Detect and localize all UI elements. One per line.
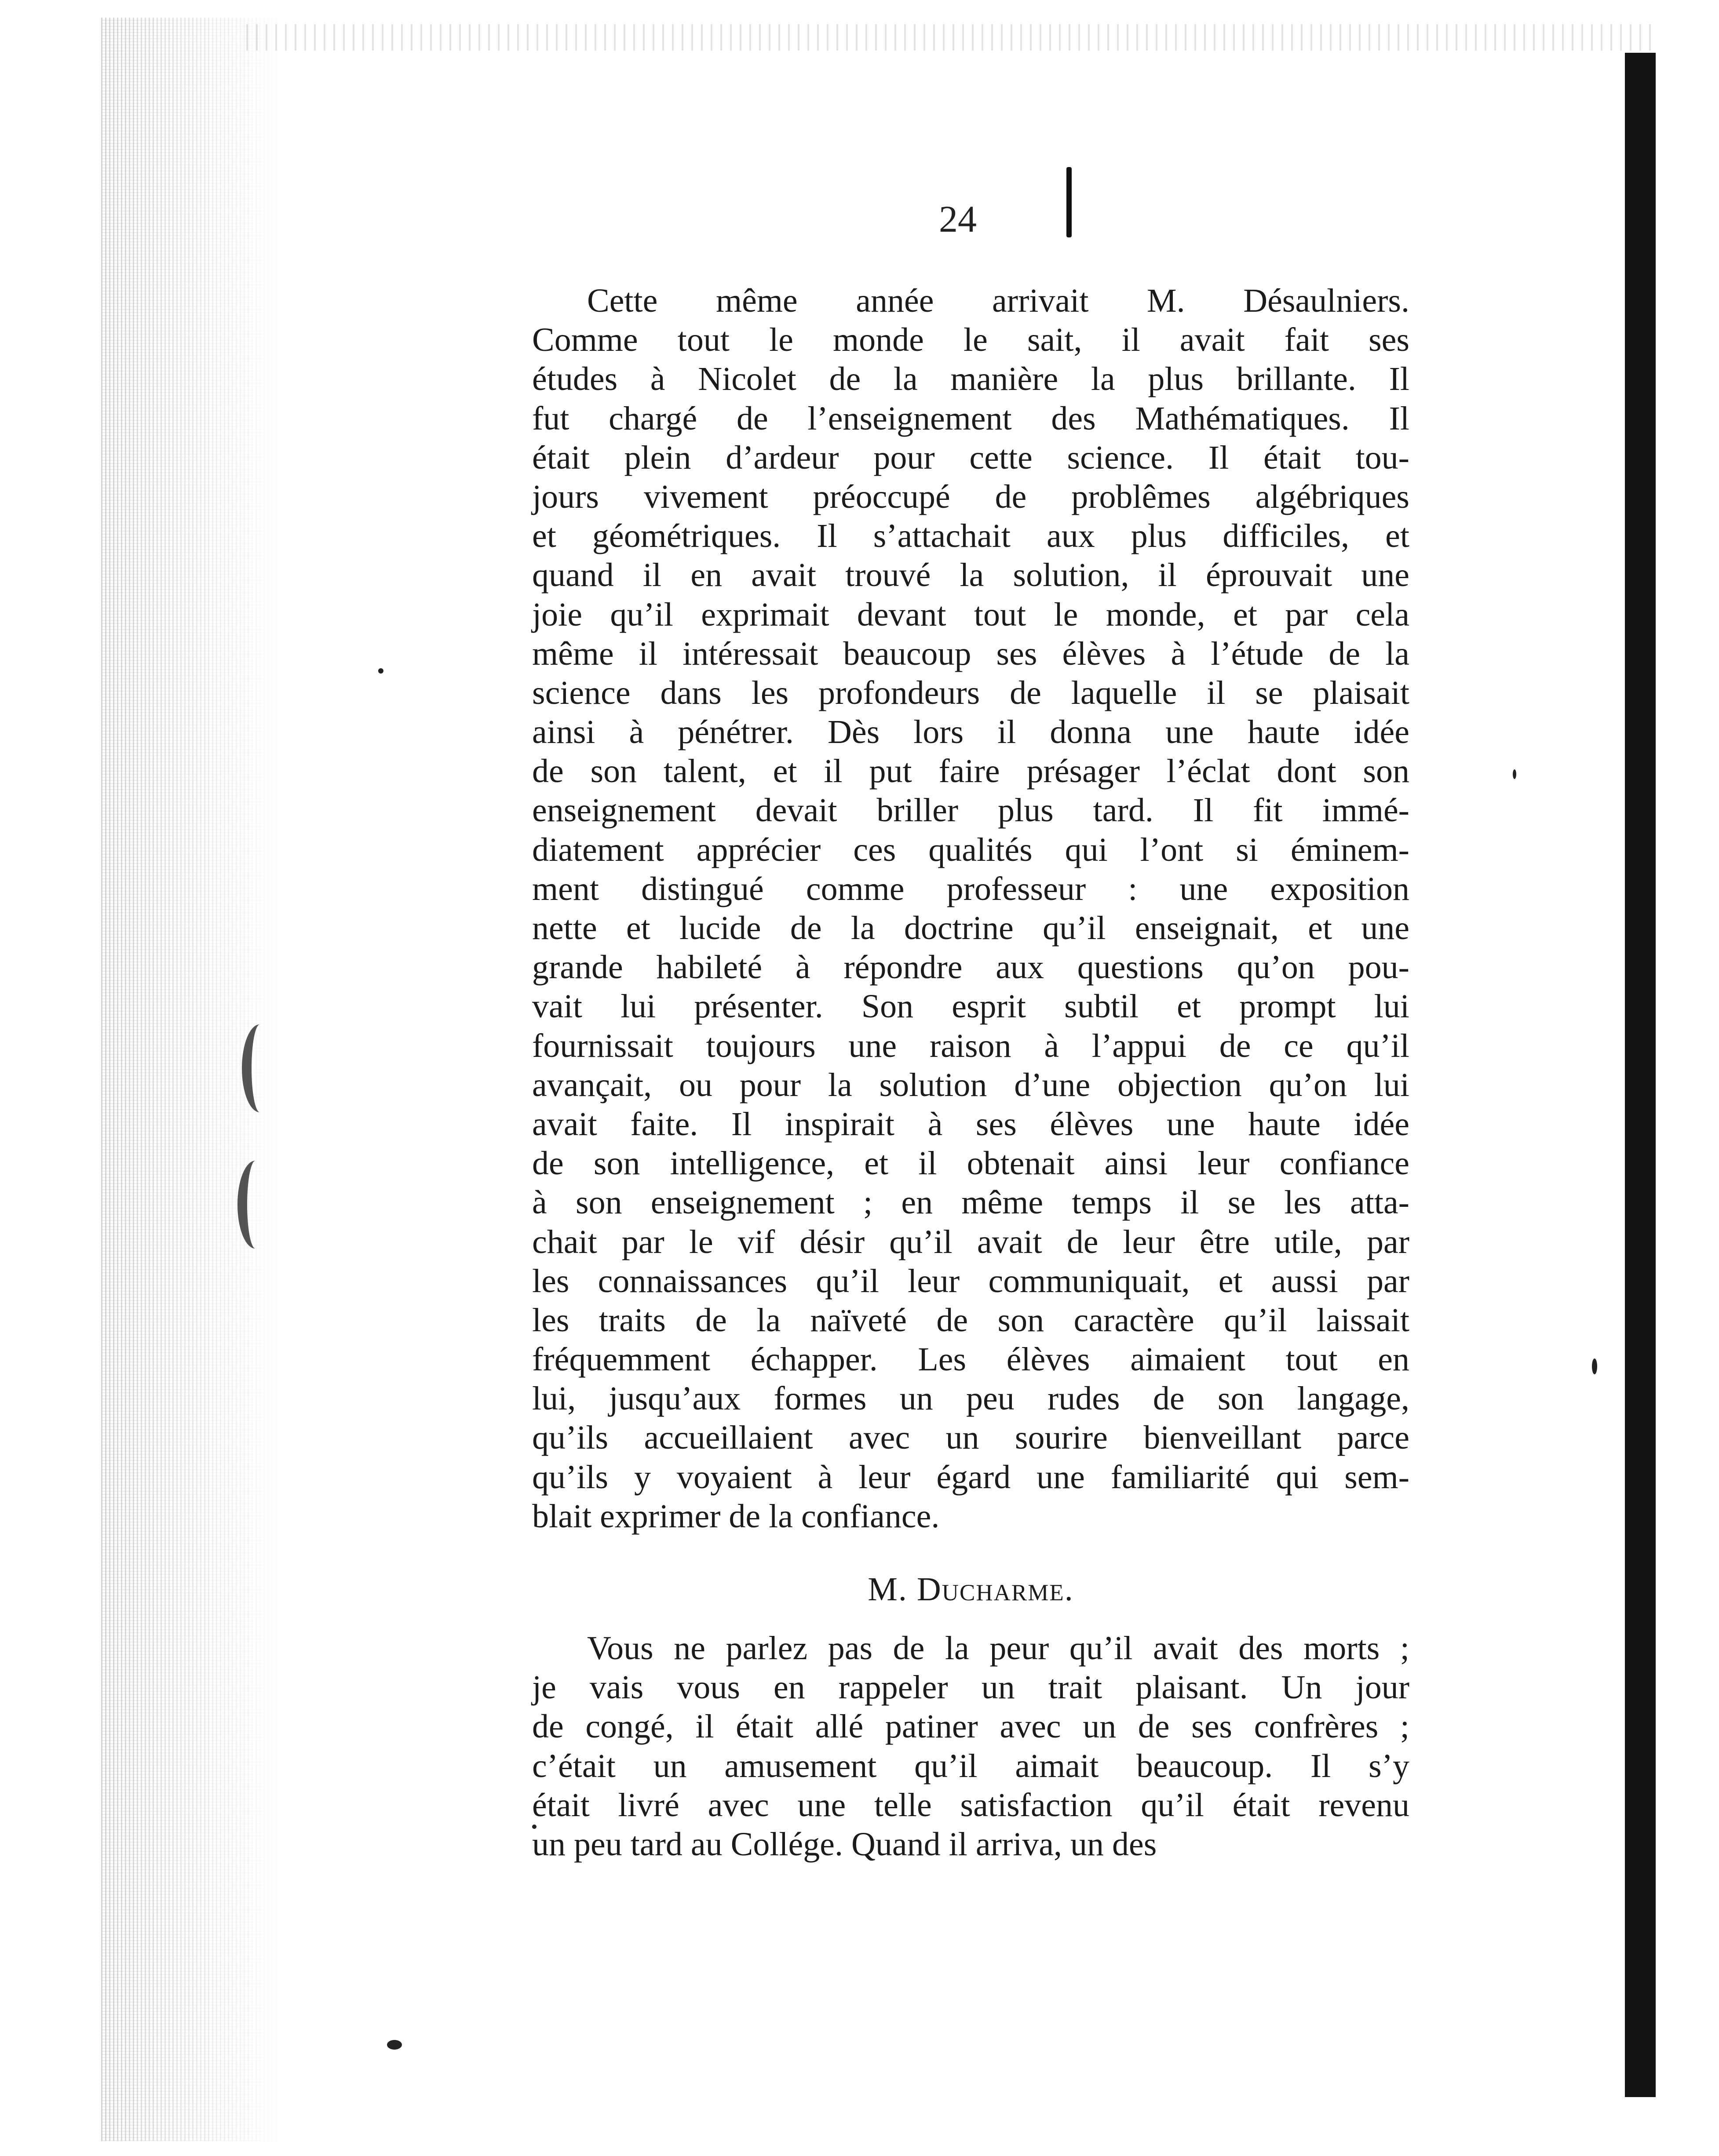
scan-speck bbox=[387, 2040, 402, 2050]
text-line: un peu tard au Collége. Quand il arriva, un des bbox=[532, 1825, 1157, 1863]
page-margin-mark bbox=[1066, 167, 1072, 237]
text-line: qu’ils y voyaient à leur égard une familiarité qui sem- bbox=[532, 1458, 1409, 1496]
text-line: science dans les profondeurs de laquelle il se plaisait bbox=[532, 674, 1409, 711]
paragraph-desaulniers bbox=[532, 281, 1409, 1536]
text-line: fournissait toujours une raison à l’appui de ce qu’il bbox=[532, 1027, 1409, 1064]
text-line: quand il en avait trouvé la solution, il éprouvait une bbox=[532, 557, 1409, 594]
scan-edge-bar bbox=[1625, 53, 1656, 2097]
text-line: enseignement devait briller plus tard. Il fit immé- bbox=[532, 792, 1409, 829]
paragraph-ducharme bbox=[532, 1629, 1409, 1864]
text-line: lui, jusqu’aux formes un peu rudes de son langage, bbox=[532, 1380, 1409, 1417]
scan-speck bbox=[1592, 1358, 1597, 1374]
text-line: ment distingué comme professeur : une exposition bbox=[532, 870, 1409, 907]
text-line: chait par le vif désir qu’il avait de leur être utile, par bbox=[532, 1223, 1409, 1260]
text-line: joie qu’il exprimait devant tout le monde, et par cela bbox=[532, 596, 1409, 633]
text-line: était livré avec une telle satisfaction qu’il était revenu bbox=[532, 1786, 1409, 1824]
scan-artifact-crescent bbox=[237, 1161, 274, 1249]
scan-speck bbox=[1513, 769, 1516, 779]
text-line: fut chargé de l’enseignement des Mathématiques. Il bbox=[532, 400, 1409, 437]
text-line: les traits de la naïveté de son caractère qu’il laissait bbox=[532, 1301, 1409, 1339]
scan-artifact-crescent bbox=[242, 1024, 278, 1112]
text-line: Comme tout le monde le sait, il avait fait ses bbox=[532, 321, 1409, 359]
scan-speck bbox=[378, 668, 383, 674]
text-line: blait exprimer de la confiance. bbox=[532, 1497, 940, 1535]
text-line: à son enseignement ; en même temps il se les atta- bbox=[532, 1184, 1409, 1221]
text-line: études à Nicolet de la manière la plus brillante. Il bbox=[532, 361, 1409, 398]
text-line: c’était un amusement qu’il aimait beaucoup. Il s’y bbox=[532, 1747, 1409, 1785]
text-line: avançait, ou pour la solution d’une objection qu’on lui bbox=[532, 1066, 1409, 1103]
text-line: de congé, il était allé patiner avec un de ses confrères ; bbox=[532, 1708, 1409, 1745]
section-heading-ducharme: M. Ducharme. bbox=[868, 1571, 1074, 1608]
text-line: Cette même année arrivait M. Désaulniers. bbox=[587, 282, 1409, 319]
text-line: ainsi à pénétrer. Dès lors il donna une haute idée bbox=[532, 714, 1409, 751]
text-line: était plein d’ardeur pour cette science. Il était tou- bbox=[532, 439, 1409, 476]
text-line: nette et lucide de la doctrine qu’il enseignait, et une bbox=[532, 910, 1409, 947]
text-line: je vais vous en rappeler un trait plaisant. Un jour bbox=[532, 1669, 1409, 1706]
text-line: grande habileté à répondre aux questions qu’on pou- bbox=[532, 949, 1409, 986]
scan-top-noise bbox=[246, 24, 1653, 51]
text-line: de son intelligence, et il obtenait ainsi leur confiance bbox=[532, 1145, 1409, 1182]
text-line: même il intéressait beaucoup ses élèves à l’étude de la bbox=[532, 635, 1409, 672]
text-line: les connaissances qu’il leur communiquait, et aussi par bbox=[532, 1262, 1409, 1300]
text-line: avait faite. Il inspirait à ses élèves une haute idée bbox=[532, 1105, 1409, 1143]
text-line: de son talent, et il put faire présager l’éclat dont son bbox=[532, 753, 1409, 790]
text-line: qu’ils accueillaient avec un sourire bienveillant parce bbox=[532, 1419, 1409, 1457]
text-line: fréquemment échapper. Les élèves aimaient tout en bbox=[532, 1341, 1409, 1378]
text-line: jours vivement préoccupé de problêmes algébriques bbox=[532, 478, 1409, 515]
page-number: 24 bbox=[939, 198, 977, 240]
text-line: Vous ne parlez pas de la peur qu’il avait des morts ; bbox=[587, 1630, 1409, 1667]
text-line: diatement apprécier ces qualités qui l’ont si éminem- bbox=[532, 831, 1409, 868]
text-line: vait lui présenter. Son esprit subtil et prompt lui bbox=[532, 988, 1409, 1025]
text-line: et géométriques. Il s’attachait aux plus difficiles, et bbox=[532, 517, 1409, 555]
